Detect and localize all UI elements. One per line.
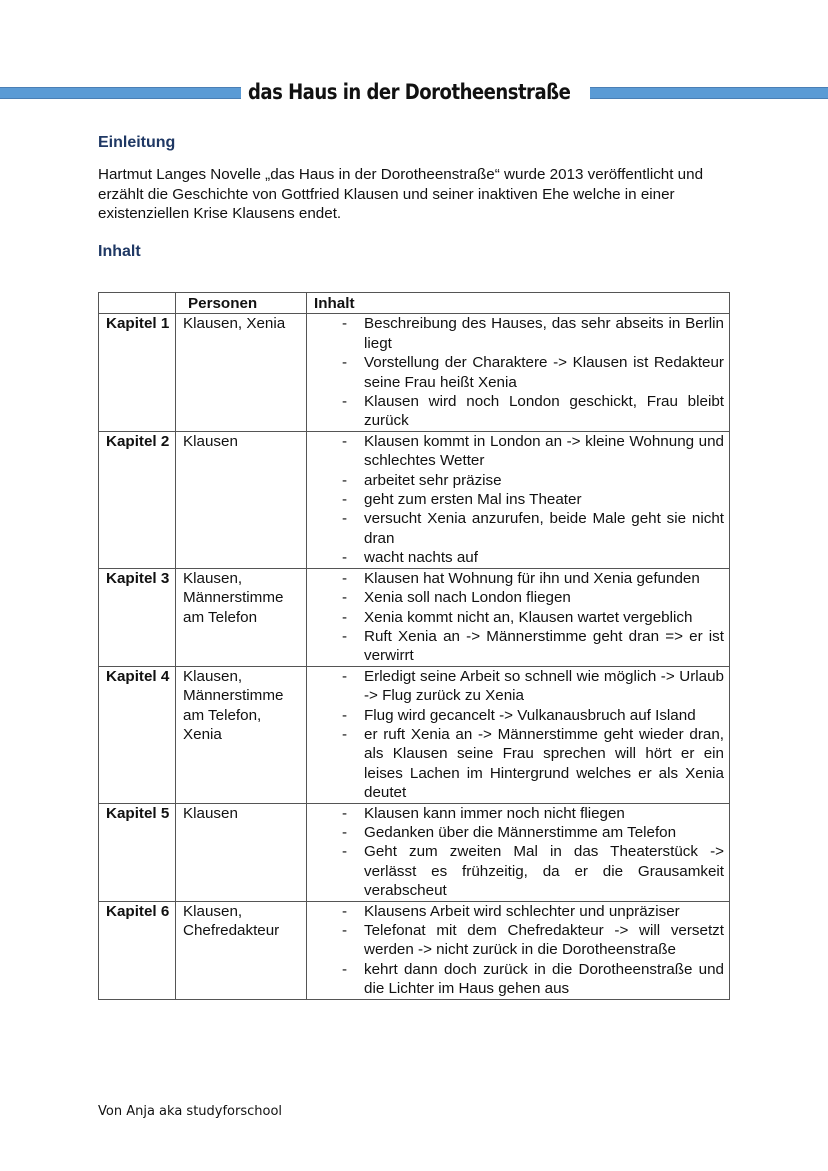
list-item-text: geht zum ersten Mal ins Theater: [364, 491, 582, 509]
dash-bullet-icon: -: [342, 706, 348, 724]
list-item: [314, 432, 724, 471]
dash-bullet-icon: -: [342, 354, 348, 372]
header-cell-content: Inhalt: [307, 293, 730, 314]
list-item-text: Ruft Xenia an -> Männerstimme geht dran => er ist verwirrt: [364, 627, 724, 665]
chapter-cell: Kapitel 3: [99, 568, 176, 666]
dash-bullet-icon: -: [342, 608, 348, 626]
list-item: [314, 902, 724, 921]
list-item-text: Vorstellung der Charaktere -> Klausen ist Redakteur seine Frau heißt Xenia: [364, 354, 724, 391]
list-item-text: Geht zum zweiten Mal in das Theaterstück -> verlässt es frühzeitig, da er die Grausamkeit verabscheut: [364, 843, 724, 900]
list-item: [314, 804, 724, 823]
chapter-cell: Kapitel 2: [99, 431, 176, 568]
list-item-text: versucht Xenia anzurufen, beide Male geht sie nicht dran: [364, 510, 724, 547]
content-cell: [307, 568, 730, 666]
chapter-cell: Kapitel 4: [99, 666, 176, 803]
dash-bullet-icon: -: [342, 902, 348, 920]
list-item: [314, 353, 724, 392]
footer-credit: Von Anja aka studyforschool: [98, 1104, 283, 1119]
list-item-text: Xenia soll nach London fliegen: [364, 589, 571, 607]
list-item-text: arbeitet sehr präzise: [364, 471, 502, 489]
dash-bullet-icon: -: [342, 667, 348, 685]
list-item: [314, 842, 724, 900]
persons-cell: Klausen, Chefredakteur: [176, 901, 307, 999]
dash-bullet-icon: -: [342, 804, 348, 822]
list-item: [314, 314, 724, 353]
intro-heading: Einleitung: [98, 134, 176, 151]
dash-bullet-icon: -: [342, 627, 348, 645]
title-bar: [0, 78, 828, 106]
list-item: [314, 921, 724, 960]
content-list: [314, 432, 724, 568]
content-cell: [307, 431, 730, 568]
dash-bullet-icon: -: [342, 823, 348, 841]
list-item-text: Telefonat mit dem Chefredakteur -> will versetzt werden -> nicht zurück in die Dorotheenstraße: [364, 922, 724, 959]
content-list: [314, 804, 724, 901]
list-item-text: Erledigt seine Arbeit so schnell wie möglich -> Urlaub -> Flug zurück zu Xenia: [364, 667, 724, 705]
content-cell: [307, 314, 730, 431]
table-row: [99, 803, 730, 901]
dash-bullet-icon: -: [342, 960, 348, 978]
dash-bullet-icon: -: [342, 549, 348, 567]
list-item: [314, 490, 724, 509]
list-item: [314, 509, 724, 548]
content-list: [314, 314, 724, 430]
chapter-cell: Kapitel 1: [99, 314, 176, 431]
persons-cell: Klausen, Männerstimme am Telefon: [176, 568, 307, 666]
chapter-summary-table: [98, 292, 730, 1000]
content-list: [314, 667, 724, 803]
list-item: [314, 725, 724, 803]
list-item-text: Beschreibung des Hauses, das sehr abseits in Berlin liegt: [364, 315, 724, 352]
list-item: [314, 960, 724, 999]
content-cell: [307, 666, 730, 803]
dash-bullet-icon: -: [342, 843, 348, 861]
header-cell-chapter: [99, 293, 176, 314]
table-row: [99, 568, 730, 666]
persons-cell: Klausen, Xenia: [176, 314, 307, 431]
dash-bullet-icon: -: [342, 471, 348, 489]
persons-cell: Klausen: [176, 431, 307, 568]
list-item: [314, 667, 724, 706]
list-item-text: Klausen kommt in London an -> kleine Wohnung und schlechtes Wetter: [364, 432, 724, 470]
content-cell: [307, 803, 730, 901]
table-row: [99, 314, 730, 431]
table-row: [99, 901, 730, 999]
list-item-text: Klausen wird noch London geschickt, Frau bleibt zurück: [364, 393, 724, 430]
dash-bullet-icon: -: [342, 491, 348, 509]
table-row: [99, 431, 730, 568]
content-cell: [307, 901, 730, 999]
document-title: das Haus in der Dorotheenstraße: [248, 80, 571, 104]
list-item-text: Xenia kommt nicht an, Klausen wartet vergeblich: [364, 608, 693, 626]
list-item: [314, 392, 724, 431]
persons-cell: Klausen: [176, 803, 307, 901]
list-item: [314, 588, 724, 607]
content-list: [314, 569, 724, 666]
persons-cell: Klausen, Männerstimme am Telefon, Xenia: [176, 666, 307, 803]
chapter-cell: Kapitel 5: [99, 803, 176, 901]
list-item-text: Klausens Arbeit wird schlechter und unpräziser: [364, 902, 680, 920]
dash-bullet-icon: -: [342, 589, 348, 607]
dash-bullet-icon: -: [342, 510, 348, 528]
list-item: [314, 471, 724, 490]
table-row: [99, 666, 730, 803]
list-item: [314, 569, 724, 588]
title-bar-right-stripe: [590, 87, 828, 99]
table-header-row: [99, 293, 730, 314]
list-item-text: Flug wird gecancelt -> Vulkanausbruch auf Island: [364, 706, 696, 724]
list-item: [314, 608, 724, 627]
list-item: [314, 548, 724, 567]
header-cell-persons: Personen: [176, 293, 307, 314]
list-item: [314, 627, 724, 666]
dash-bullet-icon: -: [342, 725, 348, 743]
list-item-text: er ruft Xenia an -> Männerstimme geht wieder dran, als Klausen seine Frau sprechen will hört er ein leises Lachen im Hintergrund welches er als Xenia deutet: [364, 725, 724, 802]
title-bar-left-stripe: [0, 87, 241, 99]
list-item-text: Klausen kann immer noch nicht fliegen: [364, 804, 625, 822]
intro-paragraph: Hartmut Langes Novelle „das Haus in der Dorotheenstraße“ wurde 2013 veröffentlicht und erzählt die Geschichte von Gottfried Klausen und seiner inaktiven Ehe welche in einer existenziellen Krise Klausens endet.: [98, 166, 704, 222]
list-item: [314, 823, 724, 842]
dash-bullet-icon: -: [342, 569, 348, 587]
list-item-text: Klausen hat Wohnung für ihn und Xenia gefunden: [364, 569, 700, 587]
dash-bullet-icon: -: [342, 315, 348, 333]
list-item-text: kehrt dann doch zurück in die Dorotheenstraße und die Lichter im Haus gehen aus: [364, 960, 724, 998]
content-list: [314, 902, 724, 999]
dash-bullet-icon: -: [342, 393, 348, 411]
list-item-text: wacht nachts auf: [364, 549, 478, 567]
dash-bullet-icon: -: [342, 922, 348, 939]
list-item: [314, 706, 724, 725]
content-heading: Inhalt: [98, 243, 141, 260]
chapter-cell: Kapitel 6: [99, 901, 176, 999]
dash-bullet-icon: -: [342, 432, 348, 450]
list-item-text: Gedanken über die Männerstimme am Telefon: [364, 823, 677, 841]
